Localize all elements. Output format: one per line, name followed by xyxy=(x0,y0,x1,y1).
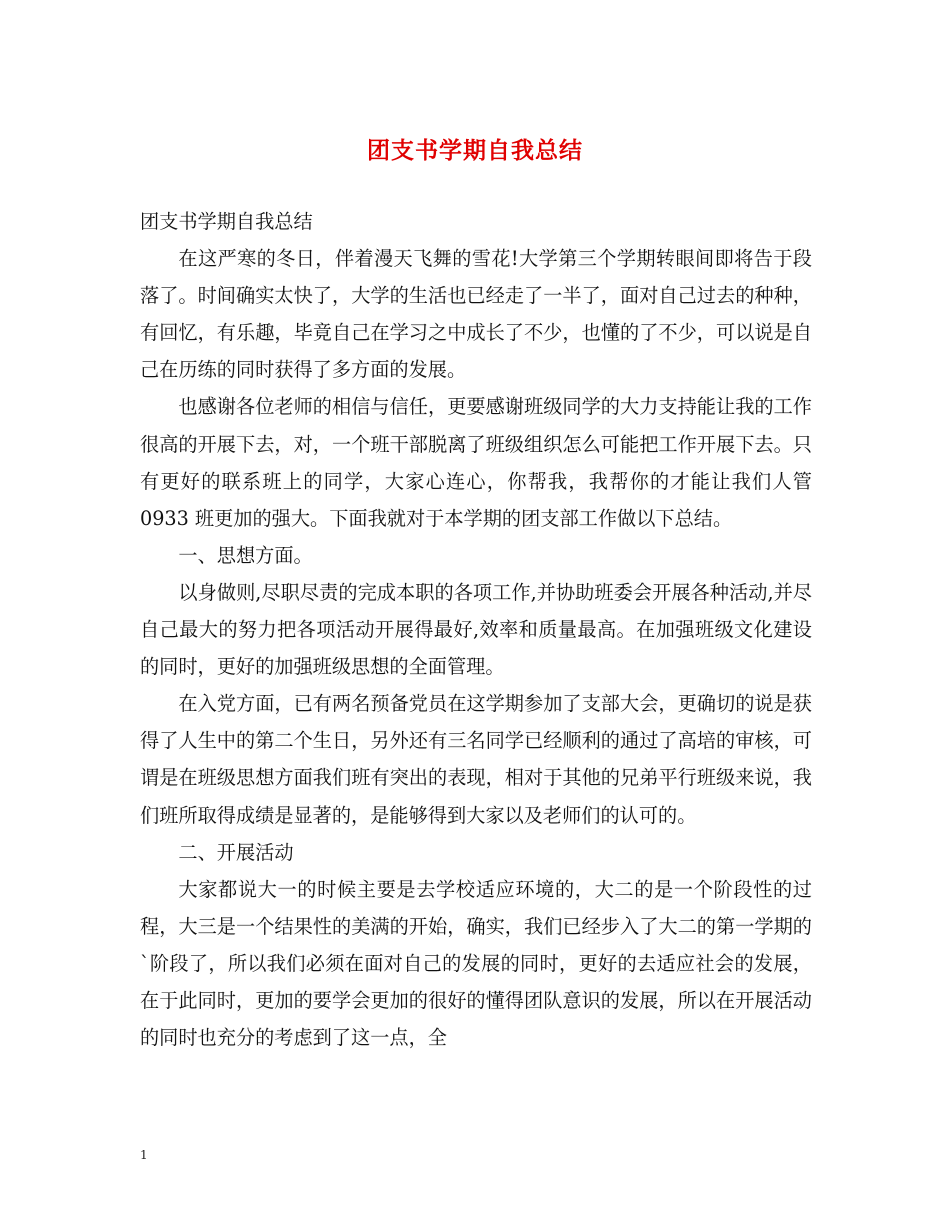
paragraph-intro: 在这严寒的冬日，伴着漫天飞舞的雪花!大学第三个学期转眼间即将告于段落了。时间确实太快了，大学的生活也已经走了一半了，面对自己过去的种种，有回忆，有乐趣，毕竟自己在学习之中成长了不少，也懂的了不少，可以说是自己在历练的同时获得了多方面的发展。 xyxy=(140,247,812,382)
subtitle-line: 团支书学期自我总结 xyxy=(140,210,313,233)
document-body xyxy=(140,203,812,1056)
paragraph-activities: 大家都说大一的时候主要是去学校适应环境的，大二的是一个阶段性的过程，大三是一个结果性的美满的开始，确实，我们已经步入了大二的第一学期的`阶段了，所以我们必须在面对自己的发展的同时，更好的去适应社会的发展，在于此同时，更加的要学会更加的很好的懂得团队意识的发展，所以在开展活动的同时也充分的考虑到了这一点，全 xyxy=(140,877,812,1050)
paragraph-thought-work: 以身做则,尽职尽责的完成本职的各项工作,并协助班委会开展各种活动,并尽自己最大的努力把各项活动开展得最好,效率和质量最高。在加强班级文化建设的同时，更好的加强班级思想的全面管理。 xyxy=(140,580,812,679)
paragraph-party: 在入党方面，已有两名预备党员在这学期参加了支部大会，更确切的说是获得了人生中的第二个生日，另外还有三名同学已经顺利的通过了高培的审核，可谓是在班级思想方面我们班有突出的表现，相对于其他的兄弟平行班级来说，我们班所取得成绩是显著的，是能够得到大家以及老师们的认可的。 xyxy=(140,692,812,827)
section-heading-activities: 二、开展活动 xyxy=(178,840,294,864)
document-title: 团支书学期自我总结 xyxy=(367,137,583,164)
section-heading-thought: 一、思想方面。 xyxy=(178,543,313,567)
page-number: 1 xyxy=(140,1148,148,1162)
paragraph-thanks: 也感谢各位老师的相信与信任，更要感谢班级同学的大力支持能让我的工作很高的开展下去，对，一个班干部脱离了班级组织怎么可能把工作开展下去。只有更好的联系班上的同学，大家心连心，你帮我，我帮你的才能让我们人管 0933 班更加的强大。下面我就对于本学期的团支部工作做以下总结。 xyxy=(140,395,812,530)
